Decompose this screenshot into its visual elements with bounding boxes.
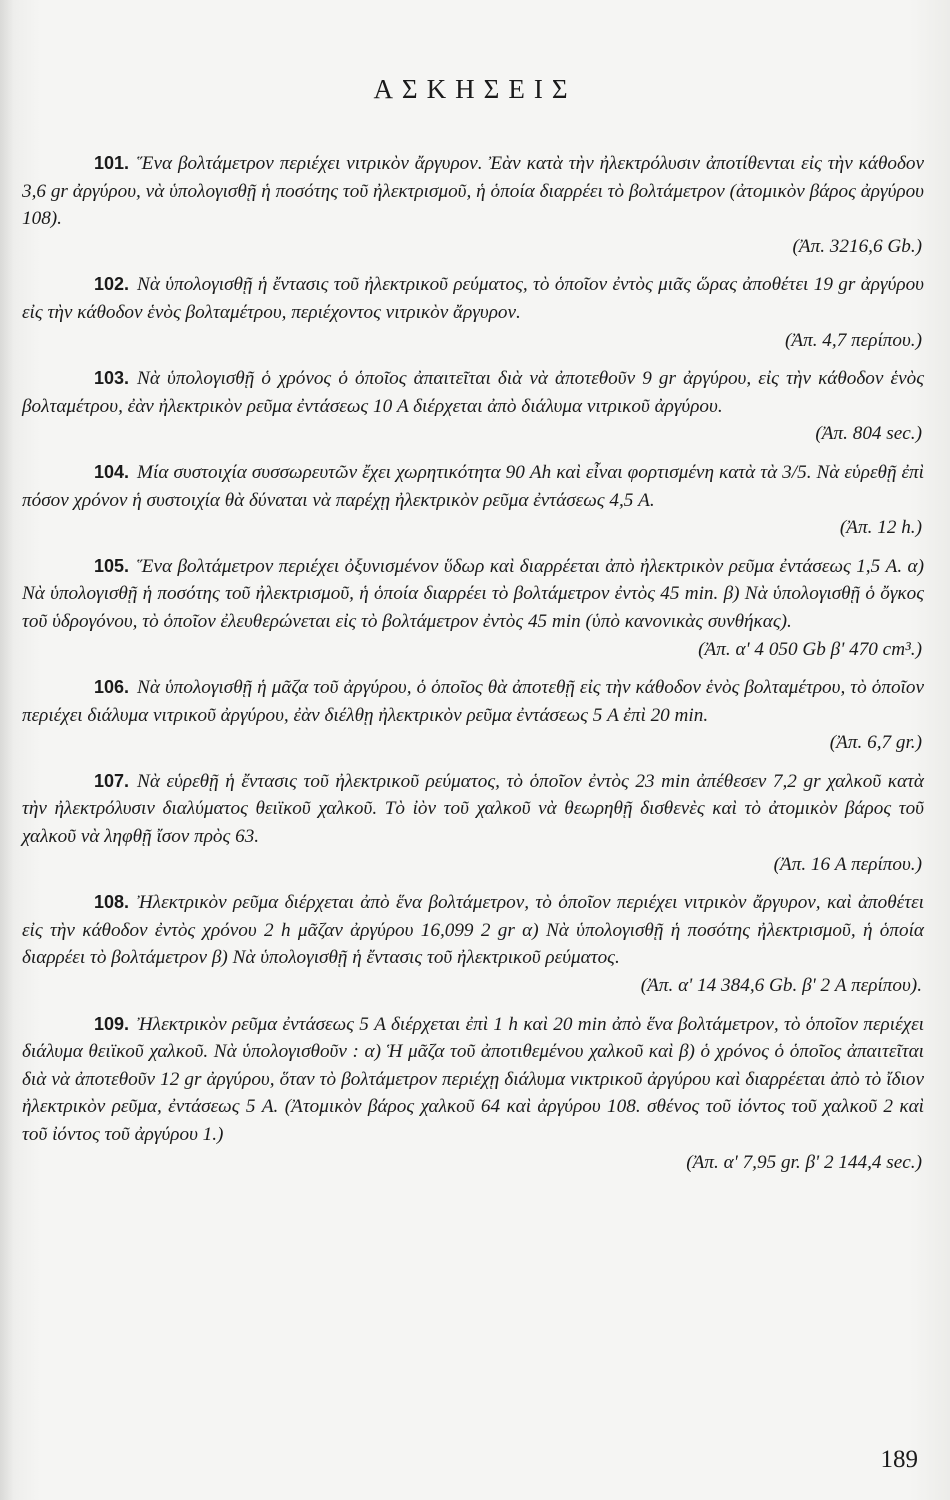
exercise-text: Νὰ ὑπολογισθῇ ἡ ἔντασις τοῦ ἠλεκτρικοῦ ρεύματος, τὸ ὁποῖον ἐντὸς μιᾶς ὥρας ἀποθέτει 19 gr ἀργύρου εἰς τὴν κάθοδον ἑνὸς βολταμέτρου, περιέχοντος νιτρικὸν ἄργυρον. <box>22 274 924 323</box>
exercise-answer: (Ἀπ. α' 4 050 Gb β' 470 cm³.) <box>698 638 922 660</box>
exercise-text: Ἕνα βολτάμετρον περιέχει νιτρικὸν ἄργυρον. Ἐὰν κατὰ τὴν ἠλεκτρόλυσιν ἀποτίθενται εἰς τὴν κάθοδον 3,6 gr ἀργύρου, νὰ ὑπολογισθῇ ἡ ποσότης τοῦ ἠλεκτρισμοῦ, ἡ ὁποία διαρρέει τὸ βολτάμετρον (ἀτομικὸν βάρος ἀργύρου 108). <box>22 153 924 230</box>
exercise-105 <box>22 553 924 663</box>
exercise-text: Νὰ εὑρεθῇ ἡ ἔντασις τοῦ ἠλεκτρικοῦ ρεύματος, τὸ ὁποῖον ἐντὸς 23 min ἀπέθεσεν 7,2 gr χαλκοῦ κατὰ τὴν ἠλεκτρόλυσιν διαλύματος θειϊκοῦ χαλκοῦ. Τὸ ἰὸν τοῦ χαλκοῦ νὰ θεωρηθῇ δισθενὲς καὶ τὸ ἀτομικὸν βάρος τοῦ χαλκοῦ νὰ ληφθῇ ἴσον πρὸς 63. <box>22 770 924 848</box>
exercise-104 <box>22 459 924 542</box>
exercise-text: Ἠλεκτρικὸν ρεῦμα διέρχεται ἀπὸ ἕνα βολτάμετρον, τὸ ὁποῖον περιέχει νιτρικὸν ἄργυρον, καὶ ἀποθέτει εἰς τὴν κάθοδον ἐντὸς χρόνου 2 h μᾶζαν ἀργύρου 16,099 2 gr α) Νὰ ὑπολογισθῇ ἡ ποσότης ἠλεκτρισμοῦ, ἡ ὁποία διαρρέει τὸ βολτάμετρον β) Νὰ ὑπολογισθῇ ἡ ἔντασις τοῦ ἠλεκτρικοῦ ρεύματος. <box>22 892 924 969</box>
exercise-103 <box>22 365 924 448</box>
exercise-text: Νὰ ὑπολογισθῇ ὁ χρόνος ὁ ὁποῖος ἀπαιτεῖται διὰ νὰ ἀποτεθοῦν 9 gr ἀργύρου, εἰς τὴν κάθοδον ἑνὸς βολταμέτρου, ἐὰν ἠλεκτρικὸν ρεῦμα ἐντάσεως 10 A διέρχεται ἀπὸ διάλυμα νιτρικοῦ ἀργύρου. <box>22 368 924 417</box>
exercise-106 <box>22 674 924 757</box>
exercise-number: 109. <box>94 1013 130 1034</box>
page-heading: ΑΣΚΗΣΕΙΣ <box>373 74 577 104</box>
exercise-101 <box>22 150 924 260</box>
exercise-number: 107. <box>94 770 130 791</box>
exercise-number: 106. <box>94 677 130 698</box>
exercise-107 <box>22 768 924 878</box>
exercise-number: 104. <box>94 461 130 482</box>
exercise-answer: (Ἀπ. 6,7 gr.) <box>829 732 922 754</box>
exercise-answer: (Ἀπ. 12 h.) <box>839 517 922 539</box>
exercise-number: 101. <box>94 153 130 173</box>
exercise-number: 108. <box>94 892 130 913</box>
exercise-answer: (Ἀπ. 804 sec.) <box>815 423 922 445</box>
page-number: 189 <box>880 1446 918 1473</box>
exercise-108 <box>22 889 924 999</box>
exercise-number: 103. <box>94 368 130 389</box>
exercise-number: 105. <box>94 555 130 576</box>
exercise-number: 102. <box>94 274 130 295</box>
exercise-text: Ἕνα βολτάμετρον περιέχει ὀξυνισμένον ὕδωρ καὶ διαρρέεται ἀπὸ ἠλεκτρικὸν ρεῦμα ἐντάσεως 1,5 A. α) Νὰ ὑπολογισθῇ ἡ ποσότης τοῦ ἠλεκτρισμοῦ, ἡ ὁποία διαρρέει τὸ βολτάμετρον ἐντὸς 45 min. β) Νὰ ὑπολογισθῇ ὁ ὄγκος τοῦ ὑδρογόνου, τὸ ὁποῖον ἐλευθερώνεται εἰς τὸ βολτάμετρον ἐντὸς 45 min (ὑπὸ κανονικὰς συνθήκας). <box>22 555 924 632</box>
exercise-answer: (Ἀπ. α' 14 384,6 Gb. β' 2 A περίπου). <box>640 975 922 997</box>
exercise-answer: (Ἀπ. 3216,6 Gb.) <box>792 235 922 257</box>
exercise-text: Μία συστοιχία συσσωρευτῶν ἔχει χωρητικότητα 90 Ah καὶ εἶναι φορτισμένη κατὰ τὰ 3/5. Νὰ εὑρεθῇ ἐπὶ πόσον χρόνον ἡ συστοιχία θὰ δύναται νὰ παρέχῃ ἠλεκτρικὸν ρεῦμα ἐντάσεως 4,5 A. <box>22 461 924 511</box>
exercise-text: Ἠλεκτρικὸν ρεῦμα ἐντάσεως 5 A διέρχεται ἐπὶ 1 h καὶ 20 min ἀπὸ ἕνα βολτάμετρον, τὸ ὁποῖον περιέχει διάλυμα θειϊκοῦ χαλκοῦ. Νὰ ὑπολογισθοῦν : α) Ἡ μᾶζα τοῦ ἀποτιθεμένου χαλκοῦ καὶ β) ὁ χρόνος ὁ ὁποῖος ἀπαιτεῖται διὰ νὰ ἀποτεθοῦν 12 gr ἀργύρου, ὅταν τὸ βολτάμετρον περιέχῃ διάλυμα νικτρικοῦ ἀργύρου καὶ διαρρέεται ἀπὸ τὸ ἴδιον ἠλεκτρικὸν ρεῦμα, ἐντάσεως 5 A. (Ἀτομικὸν βάρος χαλκοῦ 64 καὶ ἀργύρου 108. σθένος τοῦ ἰόντος τοῦ χαλκοῦ 2 καὶ τοῦ ἰόντος τοῦ ἀργύρου 1.) <box>22 1013 924 1145</box>
exercise-answer: (Ἀπ. 4,7 περίπου.) <box>784 329 922 351</box>
exercise-text: Νὰ ὑπολογισθῇ ἡ μᾶζα τοῦ ἀργύρου, ὁ ὁποῖος θὰ ἀποτεθῇ εἰς τὴν κάθοδον ἑνὸς βολταμέτρου, τὸ ὁποῖον περιέχει διάλυμα νιτρικοῦ ἀργύρου, ἐὰν διέλθῃ ἠλεκτρικὸν ρεῦμα ἐντάσεως 5 A ἐπὶ 20 min. <box>22 677 924 726</box>
exercise-list <box>22 150 924 1187</box>
exercise-102 <box>22 271 924 354</box>
exercise-answer: (Ἀπ. 16 A περίπου.) <box>773 853 922 875</box>
exercise-answer: (Ἀπ. α' 7,95 gr. β' 2 144,4 sec.) <box>686 1151 922 1173</box>
exercise-109 <box>22 1011 924 1177</box>
